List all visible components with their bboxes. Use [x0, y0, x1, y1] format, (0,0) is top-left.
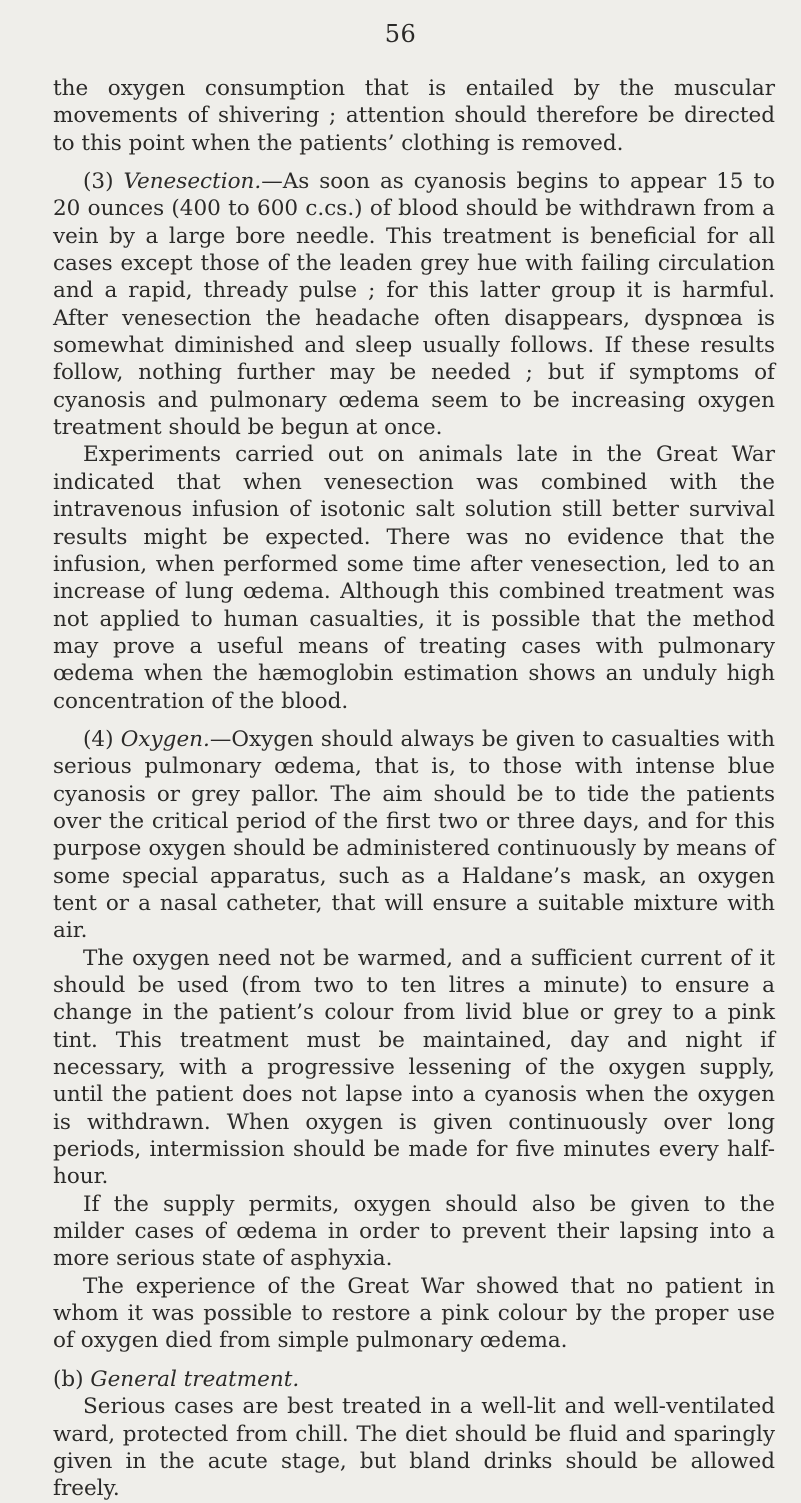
oxygen-text: —Oxygen should always be given to casualties with serious pulmonary œdema, that is, to those with intense blue cyanosis or grey pallor. The aim should be to tide the patients over the critical period of the first two or three days, and for this purpose oxygen should be administered continuously by means of some special apparatus, such as a Haldane’s mask, an oxygen tent or a nasal catheter, that will ensure a suitable mixture with air.: [53, 726, 775, 944]
section-number: (4): [83, 726, 114, 752]
section-number: (b): [53, 1366, 84, 1392]
paragraph-experiments: Experiments carried out on animals late in the Great War indicated that when venesection was combined with the intravenous infusion of isotonic salt solution still better survival results might be expected. There was no evidence that the infusion, when performed some time after venesection, led to an increase of lung œdema. Although this combined treatment was not applied to human casualties, it is possible that the method may prove a useful means of treating cases with pulmonary œdema when the hæmoglobin estimation shows an unduly high concentration of the blood.: [53, 442, 775, 714]
paragraph-supply-permits: If the supply permits, oxygen should also be given to the milder cases of œdema in order to prevent their lapsing into a more serious state of asphyxia.: [53, 1191, 775, 1272]
section-title-general: General treatment.: [90, 1366, 300, 1392]
body-text: [53, 75, 775, 1503]
paragraph-oxygen: [53, 726, 775, 945]
page-number: 56: [384, 20, 417, 48]
section-title-venesection: Venesection.: [123, 169, 262, 195]
section-heading-general: [53, 1366, 775, 1393]
paragraph-general-treatment: Serious cases are best treated in a well-lit and well-ventilated ward, protected from chill. The diet should be fluid and sparingly given in the acute stage, but bland drinks should be allowed freely.: [53, 1394, 775, 1502]
section-title-oxygen: Oxygen.: [120, 726, 210, 752]
paragraph-experience: The experience of the Great War showed that no patient in whom it was possible to restore a pink colour by the proper use of oxygen died from simple pulmonary œdema.: [53, 1273, 775, 1354]
paragraph-venesection: [53, 168, 775, 441]
venesection-text: —As soon as cyanosis begins to appear 15 to 20 ounces (400 to 600 c.cs.) of blood should be withdrawn from a vein by a large bore needle. This treatment is beneficial for all cases except those of the leaden grey hue with failing circulation and a rapid, thready pulse ; for this latter group it is harmful. After venesection the headache often disappears, dyspnœa is somewhat diminished and sleep usually follows. If these results follow, nothing further may be needed ; but if symptoms of cyanosis and pulmonary œdema seem to be increasing oxygen treatment should be begun at once.: [53, 169, 775, 441]
paragraph-continuation: the oxygen consumption that is entailed by the muscular movements of shivering ; attention should therefore be directed to this point when the patients’ clothing is removed.: [53, 76, 775, 156]
section-number: (3): [83, 169, 114, 195]
paragraph-oxygen-warmed: The oxygen need not be warmed, and a sufficient current of it should be used (from two to ten litres a minute) to ensure a change in the patient’s colour from livid blue or grey to a pink tint. This treatment must be maintained, day and night if necessary, with a progressive lessening of the oxygen supply, until the patient does not lapse into a cyanosis when the oxygen is withdrawn. When oxygen is given continuously over long periods, intermission should be made for five minutes every half-hour.: [53, 945, 775, 1190]
